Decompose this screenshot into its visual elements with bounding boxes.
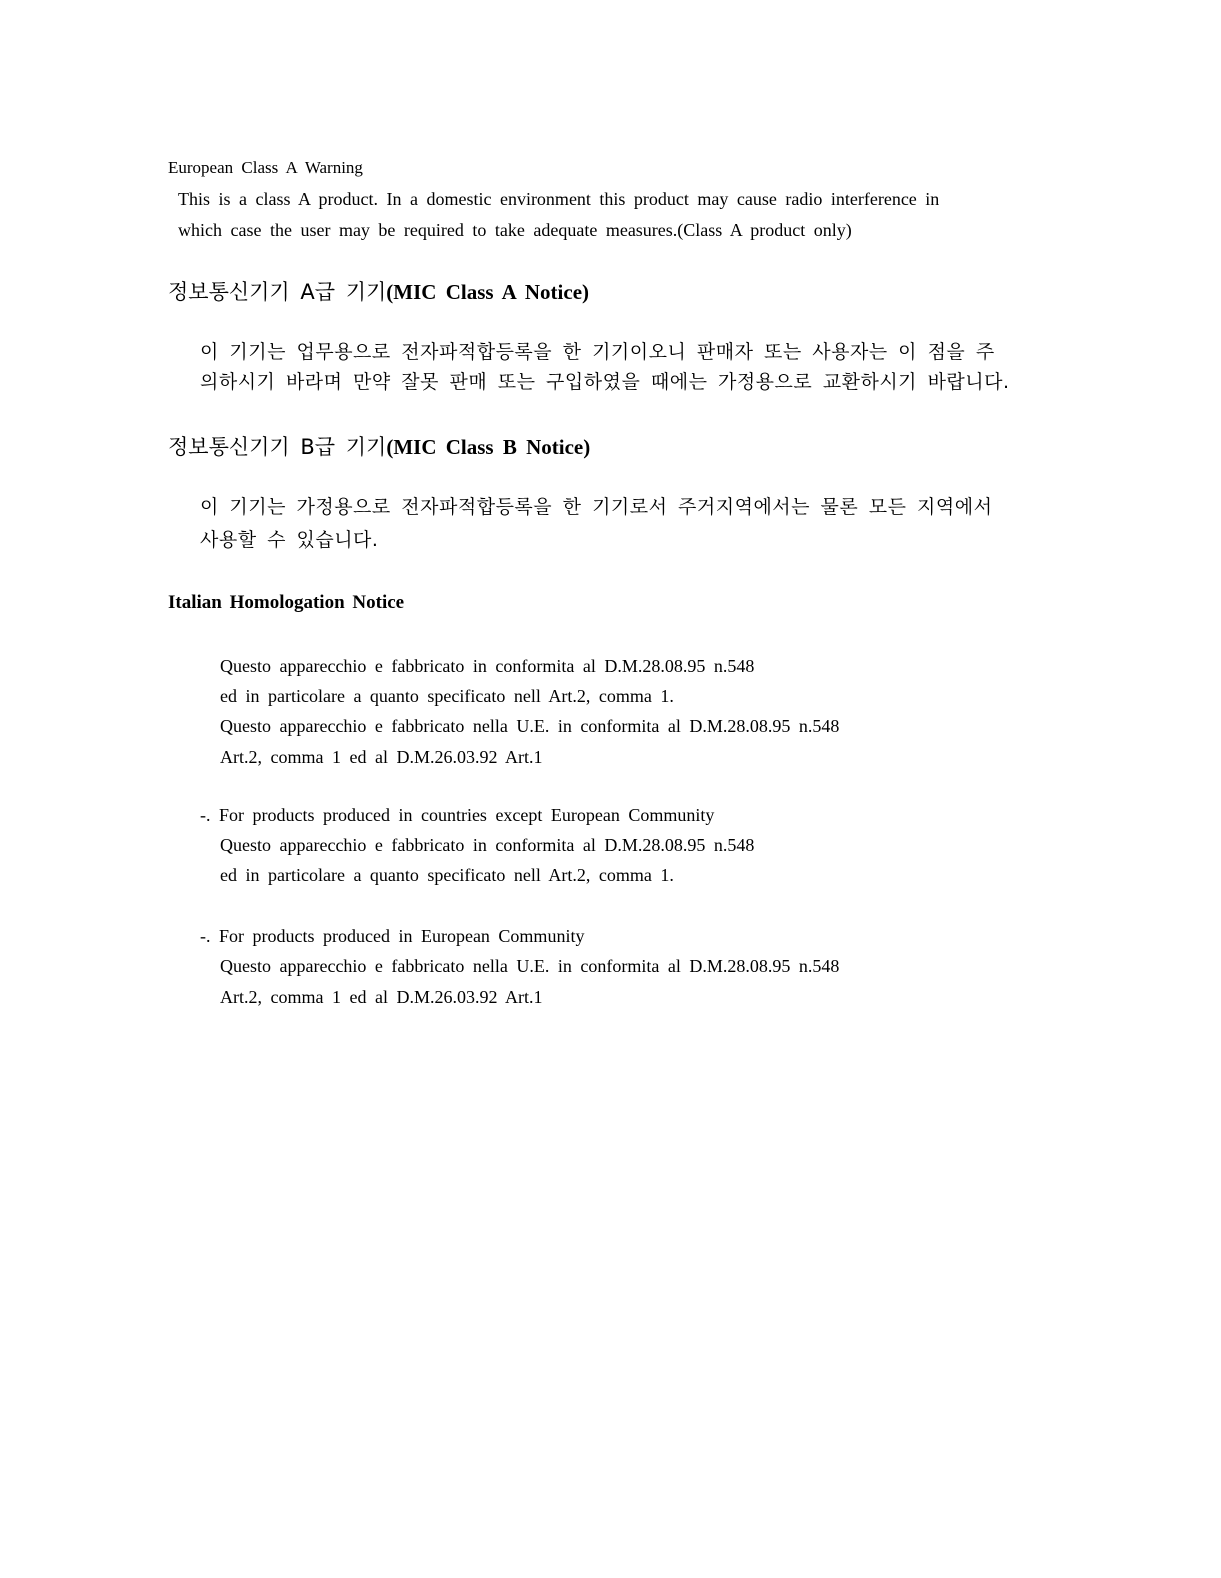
mic-class-a-heading xyxy=(168,279,589,305)
european-warning-body-line-2: which case the user may be required to take adequate measures.(Class A product only) xyxy=(178,220,852,240)
italian-block3-line-2: Questo apparecchio e fabbricato nella U.E. in conformita al D.M.28.08.95 n.548 xyxy=(220,956,840,976)
mic-class-a-heading-en: (MIC Class A Notice) xyxy=(386,280,590,304)
italian-block3-line-1: -. For products produced in European Community xyxy=(200,926,585,946)
italian-block3-line-3: Art.2, comma 1 ed al D.M.26.03.92 Art.1 xyxy=(220,987,543,1007)
mic-class-a-body-line-1: 이 기기는 업무용으로 전자파적합등록을 한 기기이오니 판매자 또는 사용자는 이 점을 주 xyxy=(200,341,995,363)
italian-block2-line-3: ed in particolare a quanto specificato nell Art.2, comma 1. xyxy=(220,865,674,885)
mic-class-b-heading-en: (MIC Class B Notice) xyxy=(386,435,591,459)
italian-block2-line-2: Questo apparecchio e fabbricato in conformita al D.M.28.08.95 n.548 xyxy=(220,835,755,855)
italian-block1-line-3: Questo apparecchio e fabbricato nella U.E. in conformita al D.M.28.08.95 n.548 xyxy=(220,716,840,736)
italian-block2-line-1: -. For products produced in countries except European Community xyxy=(200,805,715,825)
mic-class-a-heading-kr: 정보통신기기 A급 기기 xyxy=(168,280,387,304)
mic-class-b-body-line-1: 이 기기는 가정용으로 전자파적합등록을 한 기기로서 주거지역에서는 물론 모든 지역에서 xyxy=(200,496,993,518)
mic-class-a-body-line-2: 의하시기 바라며 만약 잘못 판매 또는 구입하였을 때에는 가정용으로 교환하시기 바랍니다. xyxy=(200,371,1010,393)
european-warning-body-line-1: This is a class A product. In a domestic environment this product may cause radio interference in xyxy=(178,189,940,209)
european-warning-title: European Class A Warning xyxy=(168,158,363,177)
italian-block1-line-2: ed in particolare a quanto specificato nell Art.2, comma 1. xyxy=(220,686,674,706)
mic-class-b-heading-kr: 정보통신기기 B급 기기 xyxy=(168,435,387,459)
mic-class-b-heading xyxy=(168,434,590,460)
italian-block1-line-4: Art.2, comma 1 ed al D.M.26.03.92 Art.1 xyxy=(220,747,543,767)
italian-heading: Italian Homologation Notice xyxy=(168,592,405,613)
mic-class-b-body-line-2: 사용할 수 있습니다. xyxy=(200,529,379,551)
italian-block1-line-1: Questo apparecchio e fabbricato in conformita al D.M.28.08.95 n.548 xyxy=(220,656,755,676)
